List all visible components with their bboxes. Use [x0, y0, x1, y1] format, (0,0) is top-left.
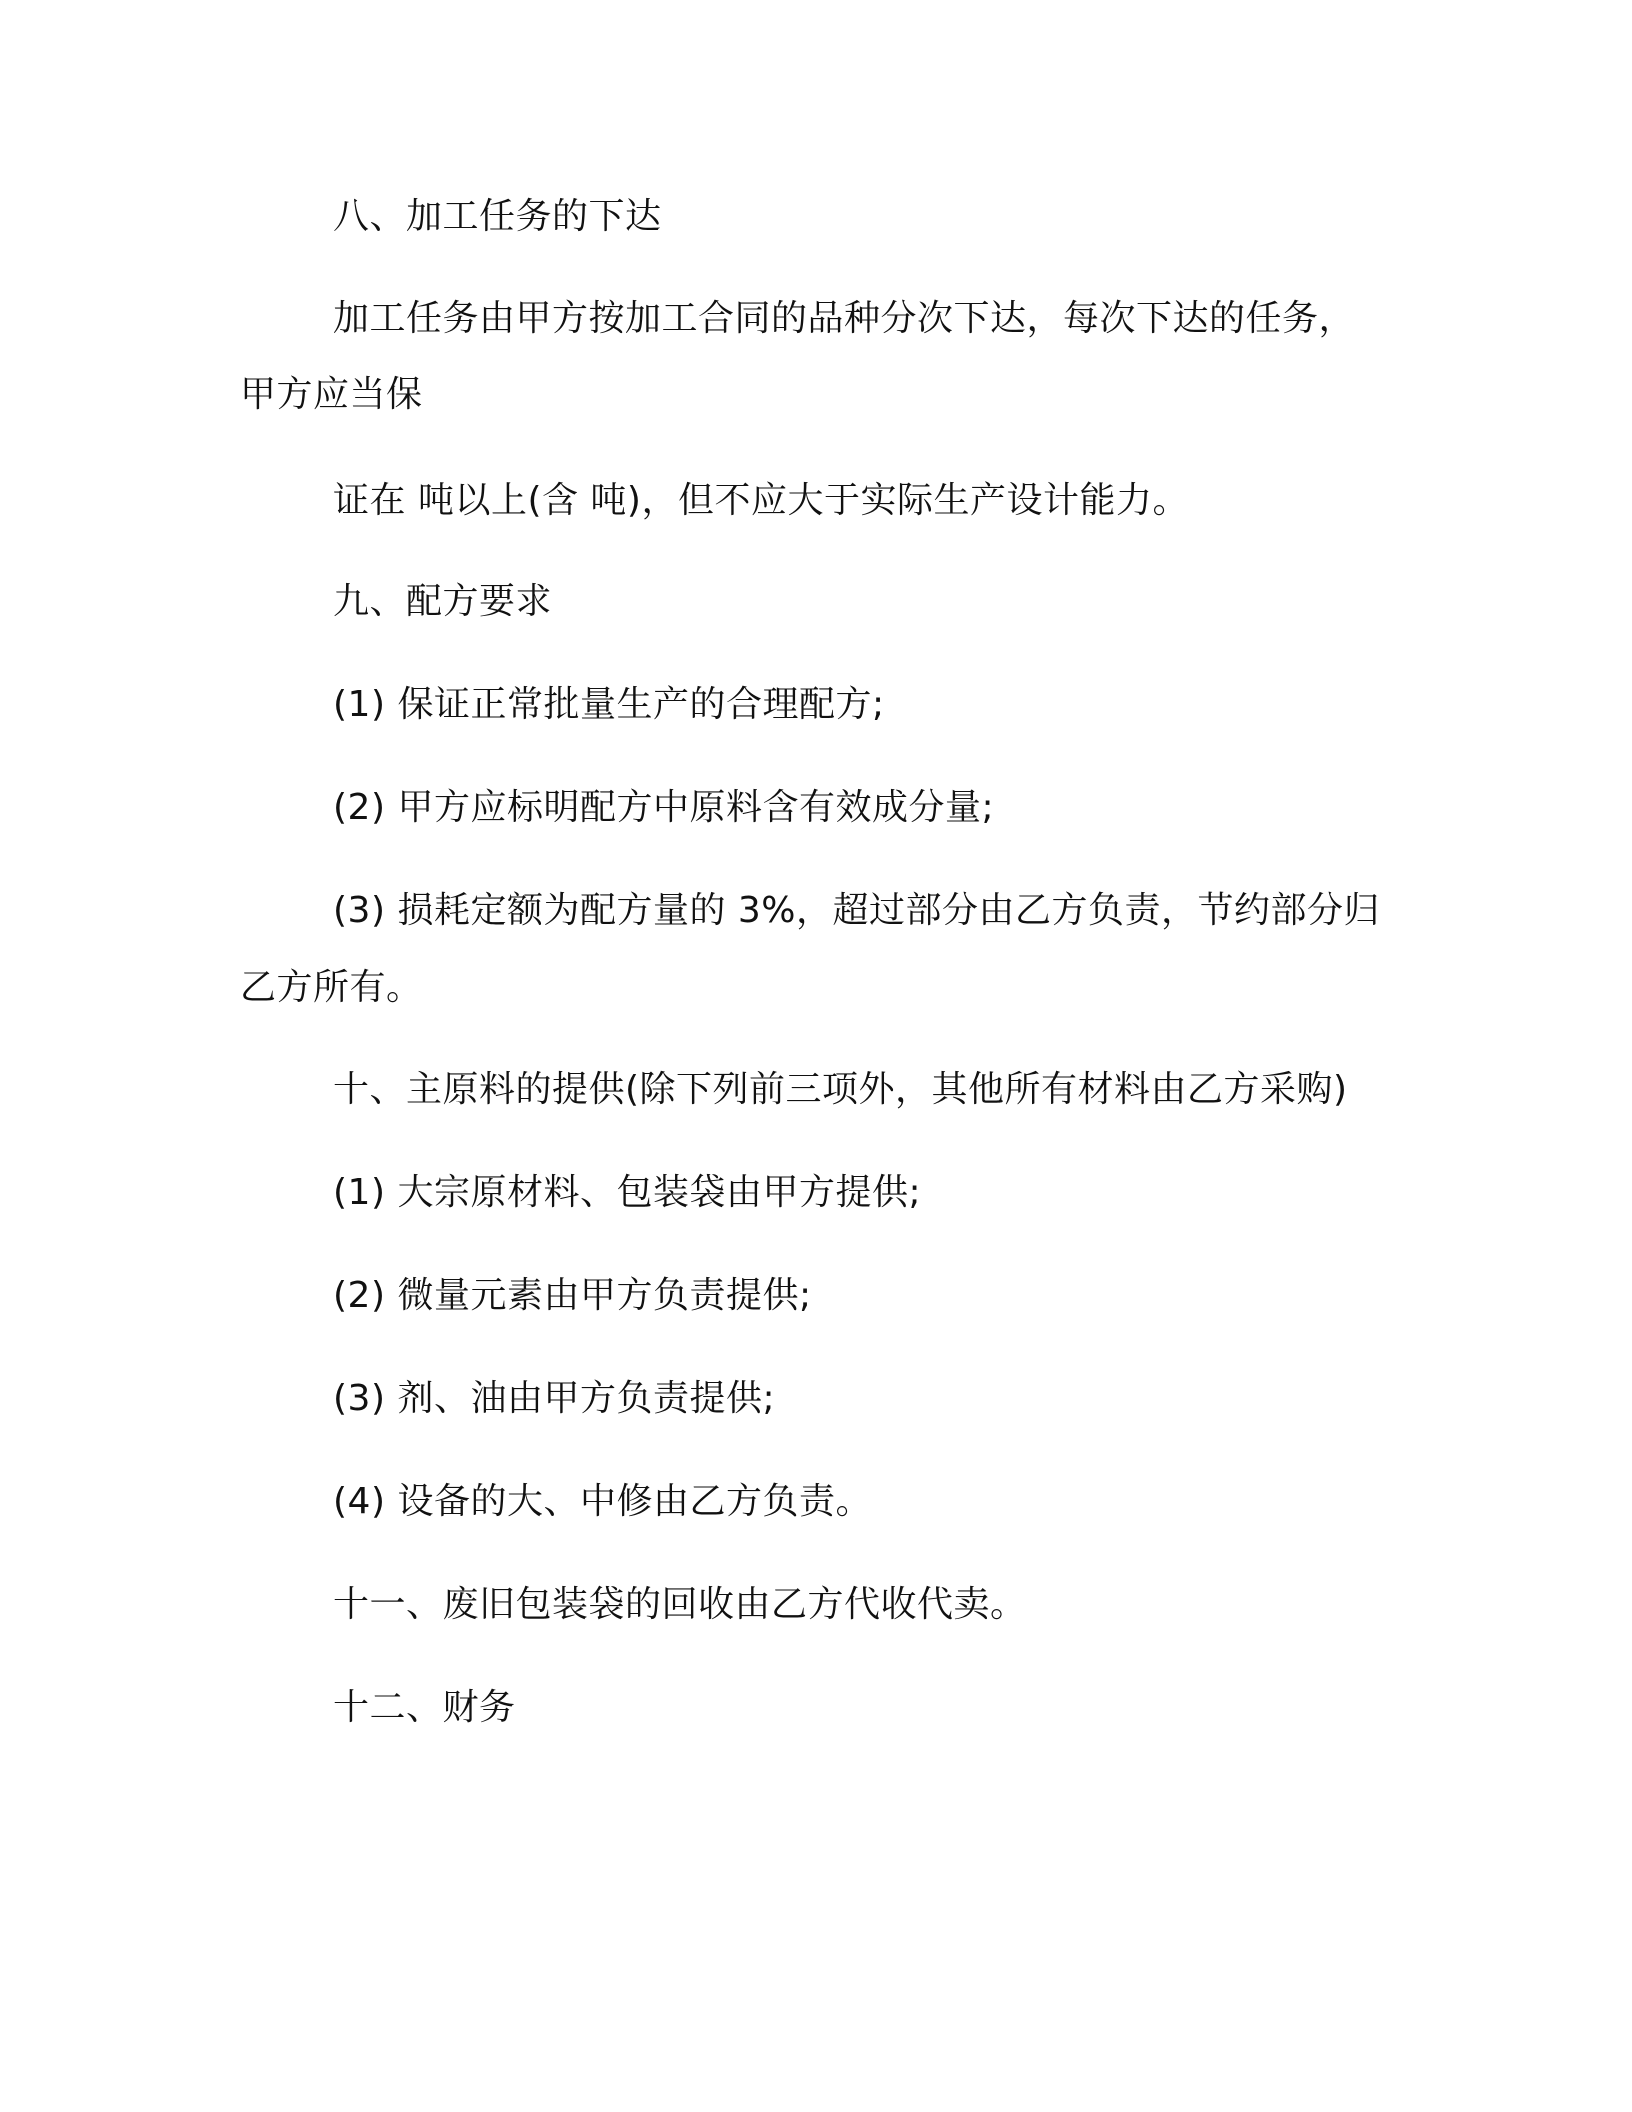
paragraph-line: 甲方应当保	[240, 374, 423, 415]
section-heading-10: 十、主原料的提供(除下列前三项外，其他所有材料由乙方采购)	[333, 1069, 1348, 1110]
paragraph-line: 证在 吨以上(含 吨)，但不应大于实际生产设计能力。	[333, 480, 1189, 521]
list-item-continuation: 乙方所有。	[240, 967, 423, 1008]
paragraph-line: 加工任务由甲方按加工合同的品种分次下达，每次下达的任务，	[333, 298, 1356, 339]
section-heading-12: 十二、财务	[333, 1687, 516, 1728]
list-item: (3) 剂、油由甲方负责提供;	[333, 1378, 776, 1419]
list-item: (1) 大宗原材料、包装袋由甲方提供;	[333, 1172, 922, 1213]
list-item: (1) 保证正常批量生产的合理配方;	[333, 684, 885, 725]
section-heading-9: 九、配方要求	[333, 581, 553, 622]
list-item: (2) 微量元素由甲方负责提供;	[333, 1275, 812, 1316]
list-item: (2) 甲方应标明配方中原料含有效成分量;	[333, 787, 995, 828]
section-heading-11: 十一、废旧包装袋的回收由乙方代收代卖。	[333, 1584, 1027, 1625]
section-heading-8: 八、加工任务的下达	[333, 196, 662, 237]
list-item: (4) 设备的大、中修由乙方负责。	[333, 1481, 872, 1522]
list-item: (3) 损耗定额为配方量的 3%，超过部分由乙方负责，节约部分归	[333, 890, 1380, 931]
